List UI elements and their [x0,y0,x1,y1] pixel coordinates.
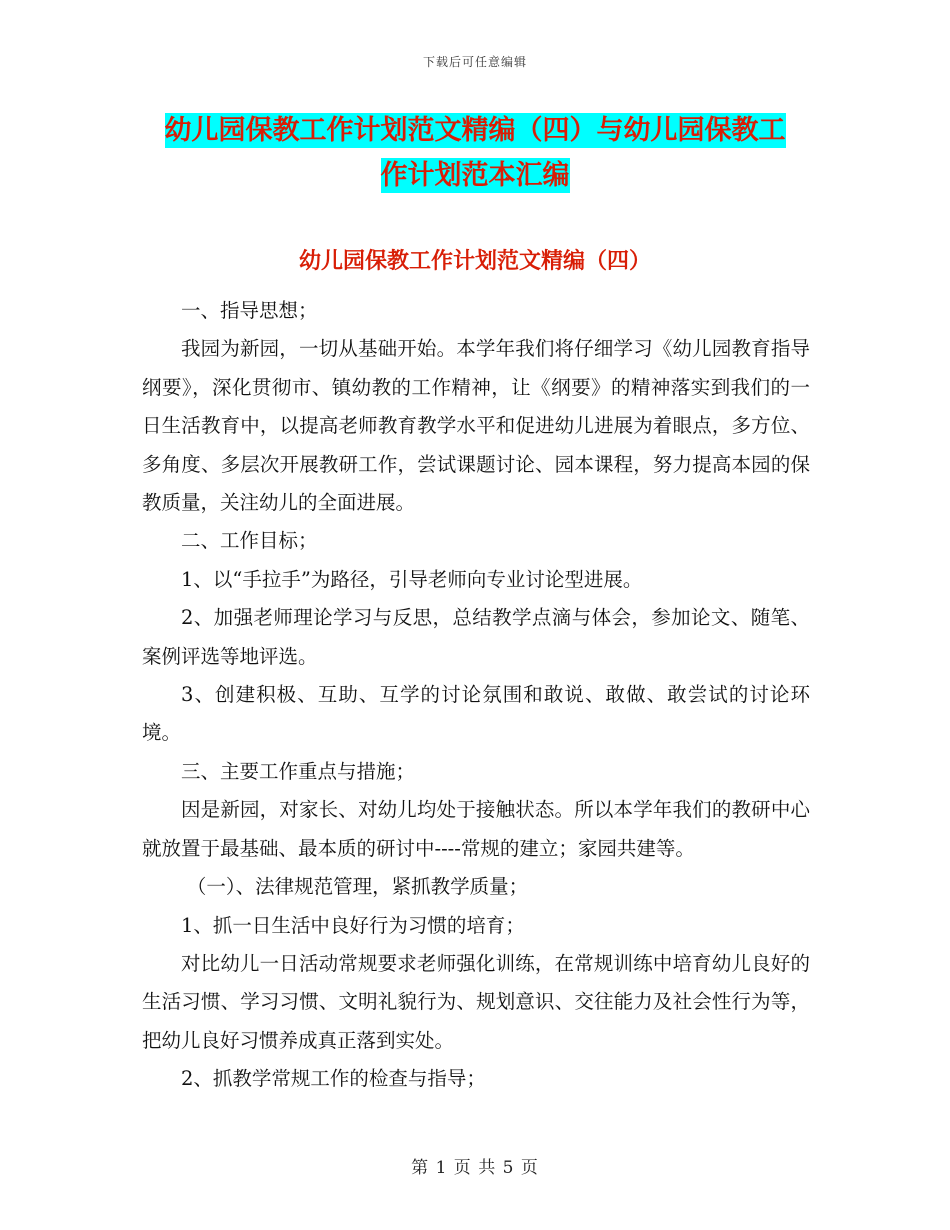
list-item: 1、以“手拉手”为路径，引导老师向专业讨论型进展。 [181,567,643,591]
list-item: 2、加强老师理论学习与反思，总结教学点滴与体会，参加论文、随笔、案例评选等地评选。 [142,606,810,668]
list-item: 3、创建积极、互助、互学的讨论氛围和敢说、敢做、敢尝试的讨论环境。 [142,683,810,745]
body-paragraph: 我园为新园，一切从基础开始。本学年我们将仔细学习《幼儿园教育指导纲要》，深化贯彻市、镇幼教的工作精神，让《纲要》的精神落实到我们的一日生活教育中，以提高老师教育教学水平和促进幼儿进展为着眼点，多方位、多角度、多层次开展教研工作，尝试课题讨论、园本课程，努力提高本园的保教质量，关注幼儿的全面进展。 [142,337,810,515]
page-header-note: 下载后可任意编辑 [422,55,527,69]
body-paragraph: 因是新园，对家长、对幼儿均处于接触状态。所以本学年我们的教研中心就放置于最基础、最本质的研讨中----常规的建立；家园共建等。 [142,798,810,860]
heading-guiding-ideology: 一、指导思想； [181,299,318,322]
document-body [142,292,810,1099]
page-number-footer: 第 1 页 共 5 页 [411,1158,539,1178]
body-paragraph: 对比幼儿一日活动常规要求老师强化训练，在常规训练中培育幼儿良好的生活习惯、学习习惯、文明礼貌行为、规划意识、交往能力及社会性行为等，把幼儿良好习惯养成真正落到实处。 [142,951,810,1052]
subheading: （一）、法律规范管理，紧抓教学质量； [186,875,529,899]
heading-key-work-measures: 三、主要工作重点与措施； [181,759,416,783]
document-title-line-1: 幼儿园保教工作计划范文精编（四）与幼儿园保教工 [164,115,786,146]
document-title [140,108,810,198]
document-title-line-2: 作计划范本汇编 [380,160,570,191]
list-item: 1、抓一日生活中良好行为习惯的培育； [181,913,525,937]
heading-work-goals: 二、工作目标； [181,529,318,553]
list-item: 2、抓教学常规工作的检查与指导； [181,1067,486,1091]
section-title: 幼儿园保教工作计划范文精编（四） [298,249,651,274]
